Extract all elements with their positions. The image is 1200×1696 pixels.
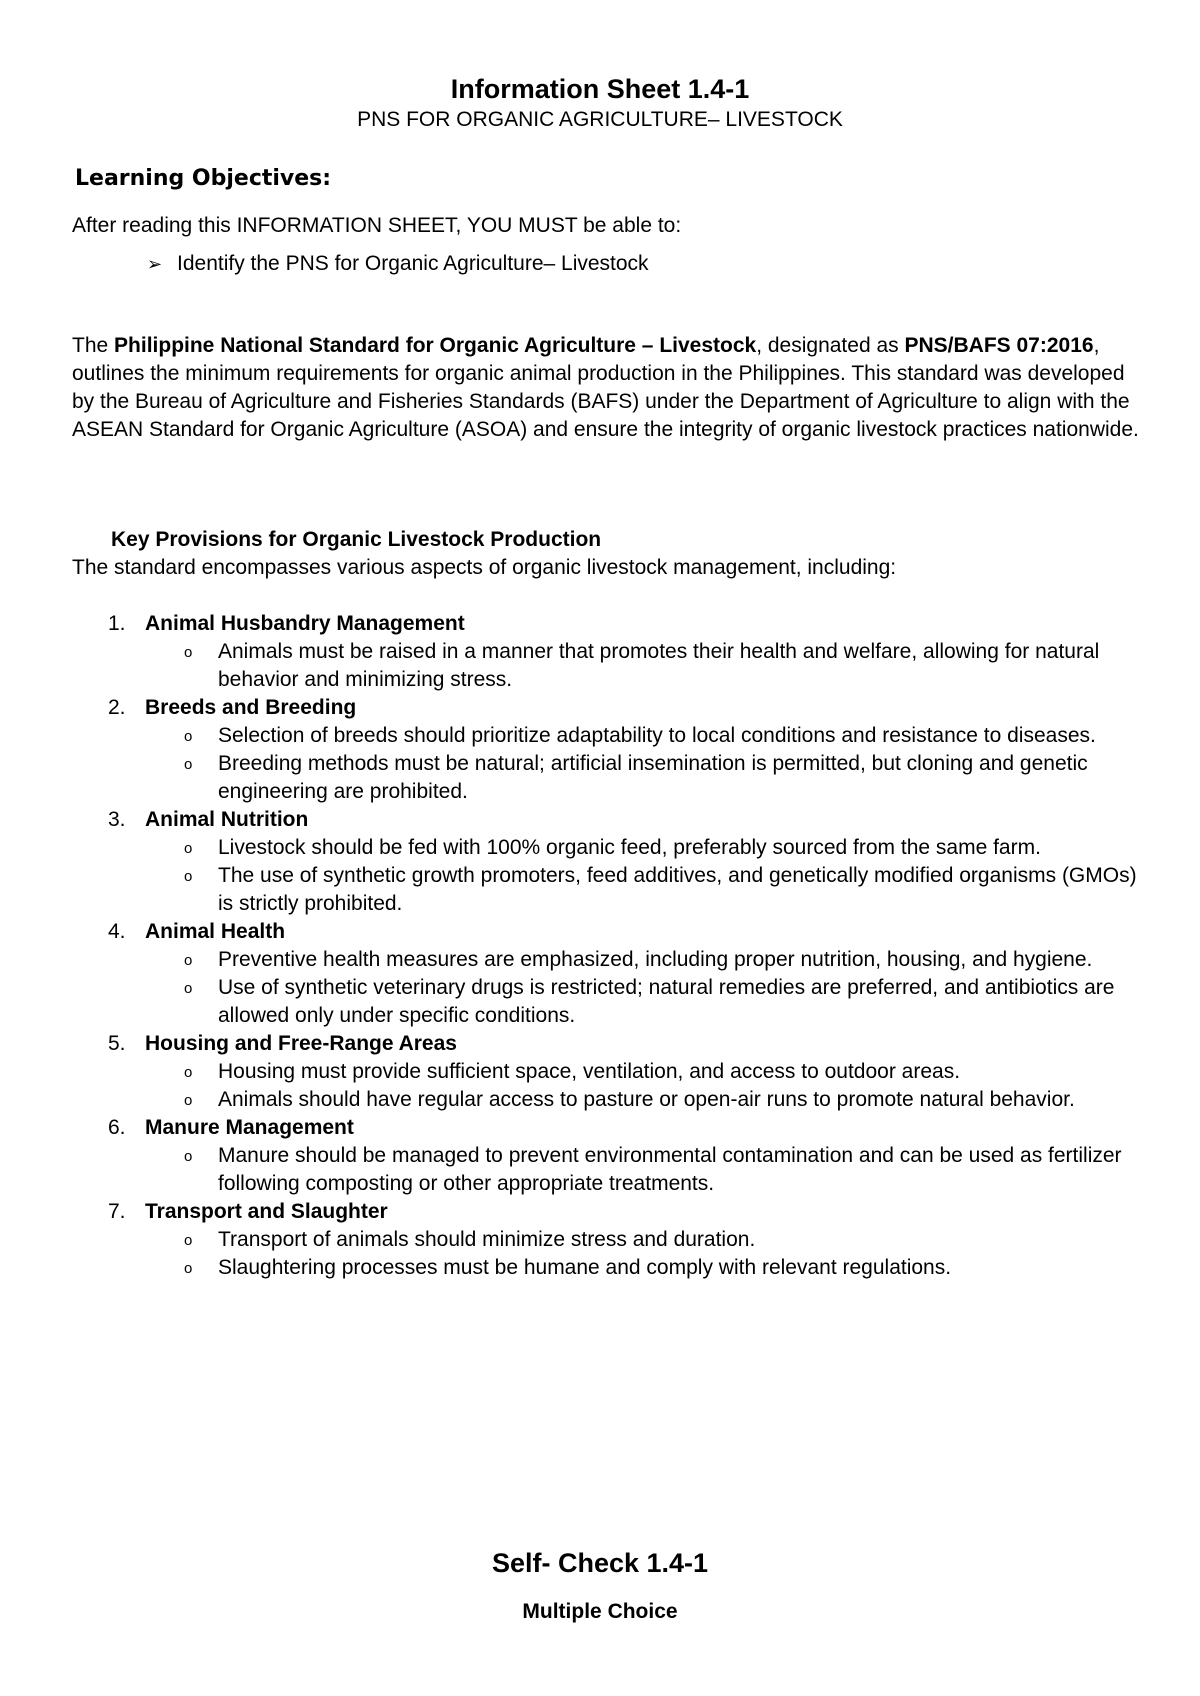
provision-sub-text: Use of synthetic veterinary drugs is restricted; natural remedies are preferred, and antibiotics are allowed only under specific conditions. <box>218 976 1115 1027</box>
page-subtitle: PNS FOR ORGANIC AGRICULTURE– LIVESTOCK <box>357 108 843 131</box>
provision-sub-text: Housing must provide sufficient space, ventilation, and access to outdoor areas. <box>218 1060 961 1083</box>
provision-item <box>0 1114 1200 1198</box>
learning-objectives-heading: Learning Objectives: <box>75 166 332 191</box>
provision-sub-item <box>0 722 1140 750</box>
key-provisions-heading: Key Provisions for Organic Livestock Production <box>111 528 602 551</box>
provision-header <box>0 918 1200 946</box>
circle-bullet-icon: o <box>184 1064 193 1081</box>
provision-sub-text: Slaughtering processes must be humane and comply with relevant regulations. <box>218 1256 952 1279</box>
provision-sub-text: Animals should have regular access to pasture or open-air runs to promote natural behavior. <box>218 1088 1075 1111</box>
provision-sub-item <box>0 1226 1140 1254</box>
provision-sub-text: Transport of animals should minimize stress and duration. <box>218 1228 756 1251</box>
provision-number: 7. <box>108 1200 126 1223</box>
circle-bullet-icon: o <box>184 1232 193 1249</box>
page-title: Information Sheet 1.4-1 <box>450 74 750 104</box>
provision-sub-item <box>0 1058 1140 1086</box>
provision-sub-item <box>0 1142 1140 1198</box>
provision-title: Manure Management <box>145 1116 354 1139</box>
provision-sub-item <box>0 974 1140 1030</box>
provision-item <box>0 1198 1200 1282</box>
provision-sub-text: Animals must be raised in a manner that promotes their health and welfare, allowing for natural behavior and minimizing stress. <box>218 640 1100 691</box>
provision-number: 1. <box>108 612 126 635</box>
provision-sub-item <box>0 946 1140 974</box>
provision-header <box>0 610 1200 638</box>
provision-title: Breeds and Breeding <box>145 696 357 719</box>
provision-number: 6. <box>108 1116 126 1139</box>
intro-paragraph <box>72 332 1142 444</box>
key-provisions-intro: The standard encompasses various aspects of organic livestock management, including: <box>72 556 897 579</box>
provision-item <box>0 610 1200 694</box>
provision-sub-item <box>0 862 1140 918</box>
provision-number: 5. <box>108 1032 126 1055</box>
intro-bold-standard-name: Philippine National Standard for Organic Agriculture – Livestock <box>114 334 757 357</box>
provision-header <box>0 1114 1200 1142</box>
intro-text-1: The <box>72 334 115 357</box>
learning-objectives-intro: After reading this INFORMATION SHEET, YOU MUST be able to: <box>72 214 682 237</box>
provision-sub-item <box>0 638 1140 694</box>
circle-bullet-icon: o <box>184 728 193 745</box>
provision-header <box>0 1030 1200 1058</box>
circle-bullet-icon: o <box>184 840 193 857</box>
provision-number: 2. <box>108 696 126 719</box>
provision-sub-item <box>0 1086 1140 1114</box>
intro-text-2: , designated as <box>756 334 905 357</box>
provision-sub-text: Selection of breeds should prioritize adaptability to local conditions and resistance to diseases. <box>218 724 1096 747</box>
learning-objective-item <box>147 250 649 279</box>
provision-sub-text: Breeding methods must be natural; artificial insemination is permitted, but cloning and genetic engineering are prohibited. <box>218 752 1088 803</box>
provision-title: Animal Nutrition <box>145 808 309 831</box>
intro-text-3: , outlines the minimum requirements for organic animal production in the Philippines. This standard was developed by the Bureau of Agriculture and Fisheries Standards (BAFS) under the Department of Agriculture to align with the ASEAN Standard for Organic Agriculture (ASOA) and ensure the integrity of organic livestock practices nationwide. <box>72 334 1139 441</box>
provision-header <box>0 1198 1200 1226</box>
provision-number: 4. <box>108 920 126 943</box>
circle-bullet-icon: o <box>184 1092 193 1109</box>
provision-header <box>0 806 1200 834</box>
circle-bullet-icon: o <box>184 952 193 969</box>
provision-sub-text: Manure should be managed to prevent environmental contamination and can be used as fertilizer following composting or other appropriate treatments. <box>218 1144 1122 1195</box>
circle-bullet-icon: o <box>184 756 193 773</box>
provision-sub-text: Livestock should be fed with 100% organic feed, preferably sourced from the same farm. <box>218 836 1041 859</box>
provision-sub-text: Preventive health measures are emphasized, including proper nutrition, housing, and hygiene. <box>218 948 1093 971</box>
circle-bullet-icon: o <box>184 1260 193 1277</box>
self-check-title: Self- Check 1.4-1 <box>491 1548 709 1578</box>
provision-item <box>0 918 1200 1030</box>
provisions-list <box>0 610 1200 1282</box>
provision-sub-text: The use of synthetic growth promoters, feed additives, and genetically modified organisms (GMOs) is strictly prohibited. <box>218 864 1137 915</box>
provision-header <box>0 694 1200 722</box>
provision-title: Transport and Slaughter <box>145 1200 388 1223</box>
provision-item <box>0 806 1200 918</box>
self-check-subtitle: Multiple Choice <box>522 1600 678 1623</box>
provision-number: 3. <box>108 808 126 831</box>
circle-bullet-icon: o <box>184 868 193 885</box>
learning-objective-text: Identify the PNS for Organic Agriculture– Livestock <box>177 252 649 275</box>
provision-sub-item <box>0 750 1140 806</box>
circle-bullet-icon: o <box>184 644 193 661</box>
provision-title: Housing and Free-Range Areas <box>145 1032 457 1055</box>
circle-bullet-icon: o <box>184 980 193 997</box>
intro-bold-designation: PNS/BAFS 07:2016 <box>904 334 1094 357</box>
arrow-bullet-icon: ➢ <box>147 254 163 275</box>
provision-sub-item <box>0 1254 1140 1282</box>
provision-title: Animal Husbandry Management <box>145 612 465 635</box>
provision-item <box>0 694 1200 806</box>
provision-item <box>0 1030 1200 1114</box>
circle-bullet-icon: o <box>184 1148 193 1165</box>
provision-sub-item <box>0 834 1140 862</box>
provision-title: Animal Health <box>145 920 286 943</box>
